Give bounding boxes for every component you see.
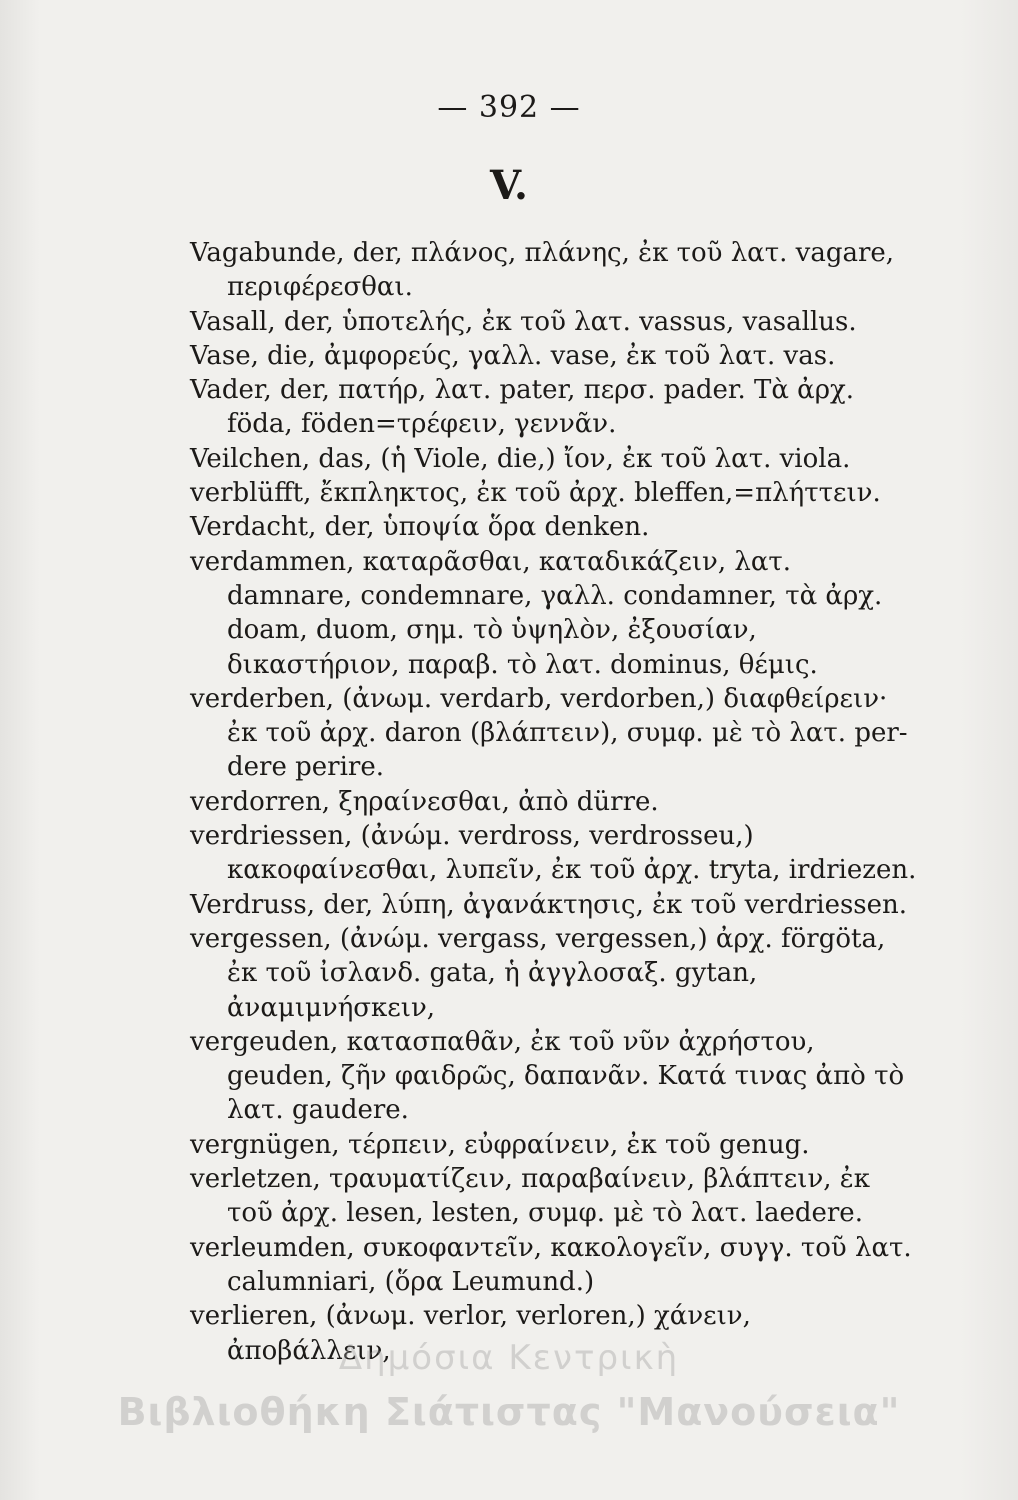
entry-vase: Vase, die, ἀμφορεύς, γαλλ. vase, ἐκ τοῦ λατ. vas. — [190, 340, 836, 371]
page-number: — 392 — — [437, 90, 581, 125]
library-watermark-line2: Βιβλιοθήκη Σιάτιστας "Μανούσεια" — [117, 1390, 901, 1434]
entry-verletzen: verletzen, τραυματίζειν, παραβαίνειν, βλάπτειν, ἐκ τοῦ ἀρχ. lesen, lesten, συμφ. μὲ τὸ λατ. laedere. — [190, 1164, 870, 1229]
entry-vergessen: vergessen, (ἀνώμ. vergass, vergessen,) ἀρχ. förgöta, ἐκ τοῦ ἰσλανδ. gata, ἡ ἀγγλοσαξ. gytan, ἀναμιμνήσκειν, — [190, 923, 886, 1023]
entry-verdammen: verdammen, καταρᾶσθαι, καταδικάζειν, λατ. damnare, condemnare, γαλλ. condamner, τὰ ἀρχ. doam, duom, σημ. τὸ ὑψηλὸν, ἐξουσίαν, δικαστήριον, παραβ. τὸ λατ. dominus, θέμις. — [190, 546, 883, 680]
entry-vergeuden: vergeuden, κατασπαθᾶν, ἐκ τοῦ νῦν ἀχρήστου, geuden, ζῆν φαιδρῶς, δαπανᾶν. Κατά τινας ἀπὸ τὸ λατ. gaudere. — [190, 1026, 905, 1126]
entry-vagabunde: Vagabunde, der, πλάνος, πλάνης, ἐκ τοῦ λατ. vagare, περιφέρεσθαι. — [190, 238, 895, 303]
letter-heading: V. — [490, 162, 528, 209]
dictionary-entries — [190, 236, 920, 1368]
entry-verbluefft: verblüfft, ἔκπληκτος, ἐκ τοῦ ἀρχ. bleffen,=πλήττειν. — [190, 478, 881, 509]
entry-verdruss: Verdruss, der, λύπη, ἀγανάκτησις, ἐκ τοῦ verdriessen. — [190, 889, 908, 920]
entry-verdriessen: verdriessen, (ἀνώμ. verdross, verdrosseu,) κακοφαίνεσθαι, λυπεῖν, ἐκ τοῦ ἀρχ. tryta, irdriezen. — [190, 821, 917, 886]
entry-vader: Vader, der, πατήρ, λατ. pater, περσ. pader. Τὰ ἀρχ. föda, föden=τρέφειν, γεννᾶν. — [190, 375, 855, 440]
entry-veilchen: Veilchen, das, (ἡ Viole, die,) ἴον, ἐκ τοῦ λατ. viola. — [190, 443, 851, 474]
entry-vergnuegen: vergnügen, τέρπειν, εὐφραίνειν, ἐκ τοῦ genug. — [190, 1129, 810, 1160]
entry-verleumden: verleumden, συκοφαντεῖν, κακολογεῖν, συγγ. τοῦ λατ. calumniari, (ὅρα Leumund.) — [190, 1232, 912, 1297]
entry-verdacht: Verdacht, der, ὑποψία ὅρα denken. — [190, 512, 650, 543]
library-watermark-line1: Δημόσια Κεντρικὴ — [338, 1338, 680, 1378]
entry-verderben: verderben, (ἀνωμ. verdarb, verdorben,) διαφθείρειν· ἐκ τοῦ ἀρχ. daron (βλάπτειν), συμφ. μὲ τὸ λατ. per-dere perire. — [190, 683, 908, 783]
entry-vasall: Vasall, der, ὑποτελής, ἐκ τοῦ λατ. vassus, vasallus. — [190, 306, 857, 337]
entry-verdorren: verdorren, ξηραίνεσθαι, ἀπὸ dürre. — [190, 786, 659, 817]
entry-verlieren: verlieren, (ἀνωμ. verlor, verloren,) χάνειν, ἀποβάλλειν, — [190, 1301, 751, 1366]
